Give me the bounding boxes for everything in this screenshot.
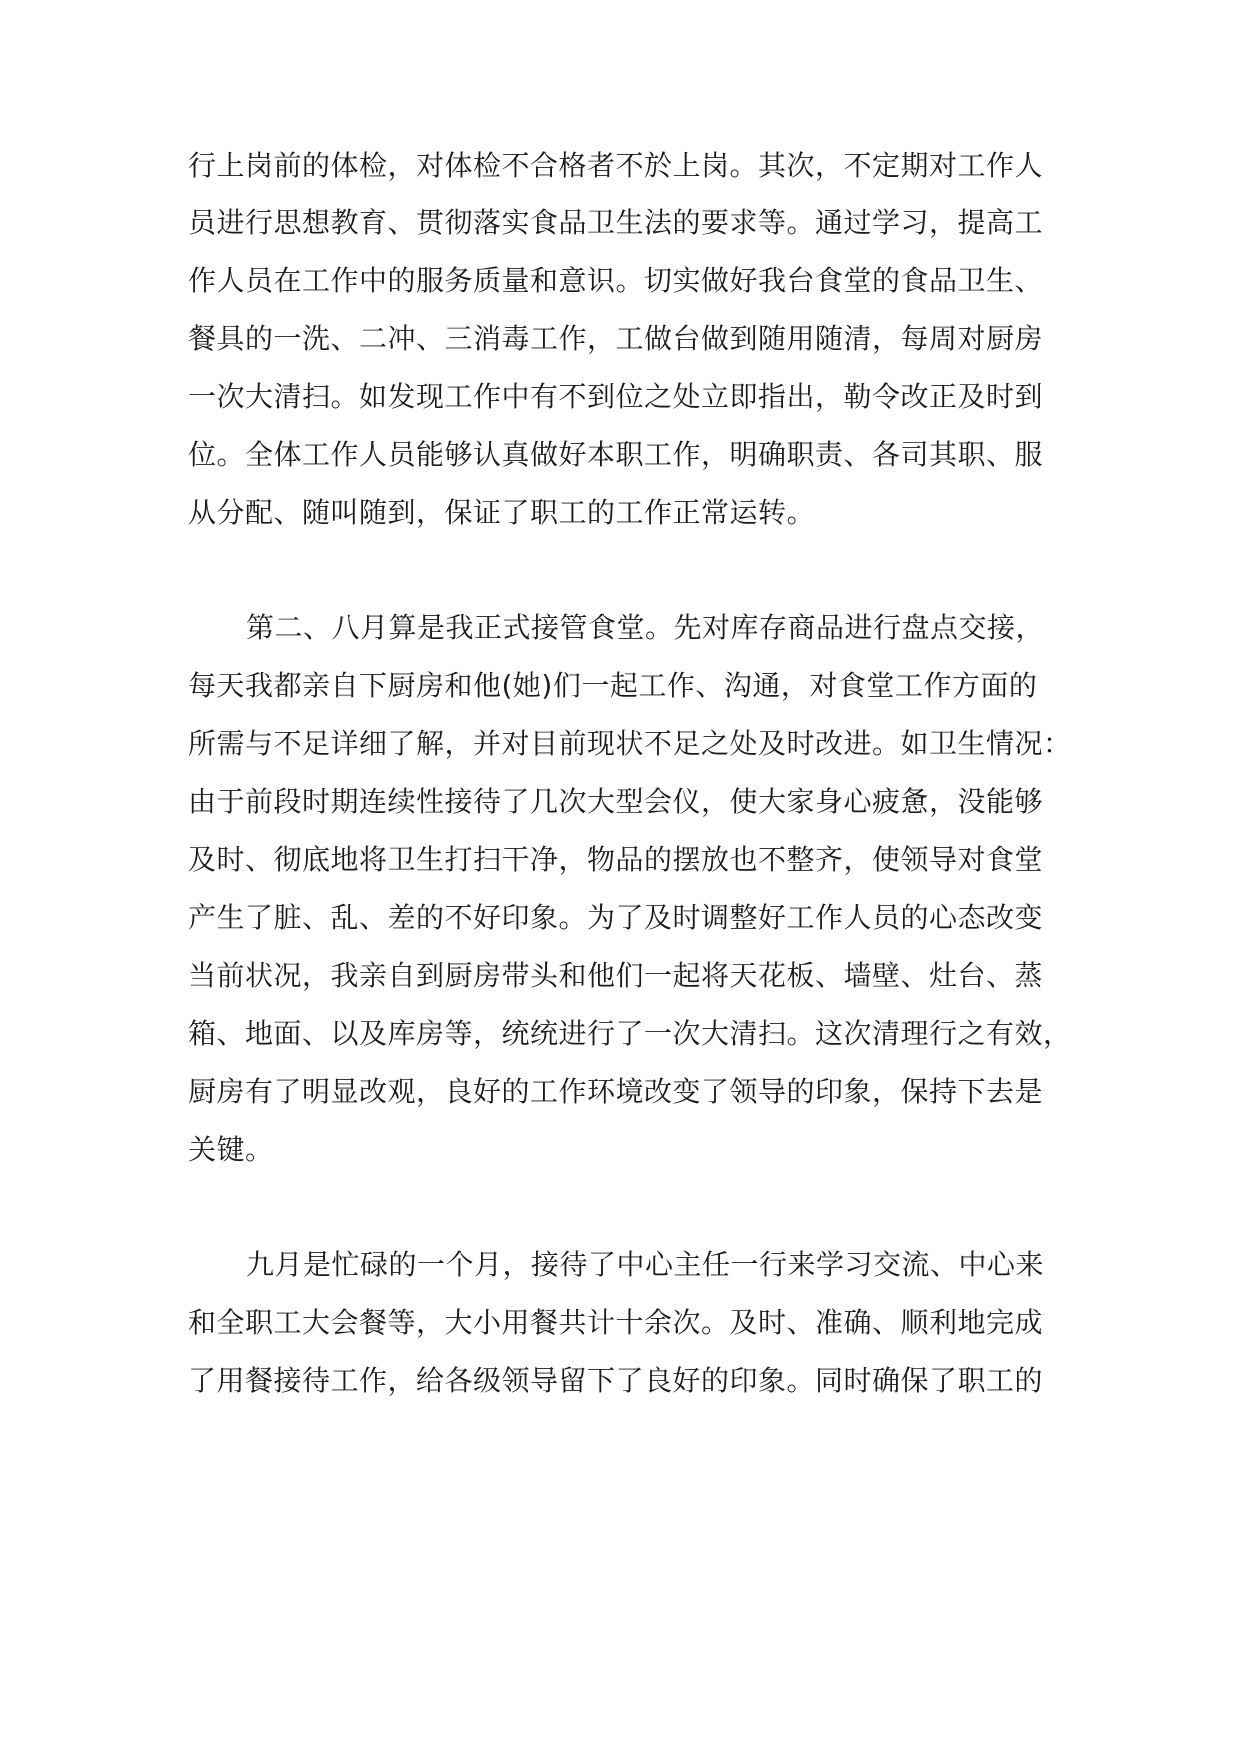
text-line: 员进行思想教育、贯彻落实食品卫生法的要求等。通过学习，提高工: [188, 206, 1044, 239]
text-line: 所需与不足详细了解，并对目前现状不足之处及时改进。如卫生情况：: [188, 727, 1072, 760]
text-line: 关键。: [188, 1133, 274, 1166]
text-line: 产生了脏、乱、差的不好印象。为了及时调整好工作人员的心态改变: [188, 901, 1044, 934]
text-line: 箱、地面、以及库房等，统统进行了一次大清扫。这次清理行之有效，: [188, 1017, 1072, 1050]
text-line: 每天我都亲自下厨房和他(她)们一起工作、沟通，对食堂工作方面的: [188, 669, 1038, 702]
text-line: 及时、彻底地将卫生打扫干净，物品的摆放也不整齐，使领导对食堂: [188, 843, 1044, 876]
text-line: 从分配、随叫随到，保证了职工的工作正常运转。: [188, 496, 816, 529]
text-line: 当前状况，我亲自到厨房带头和他们一起将天花板、墙壁、灶台、蒸: [188, 959, 1044, 992]
text-line: 位。全体工作人员能够认真做好本职工作，明确职责、各司其职、服: [188, 438, 1044, 471]
text-line: 厨房有了明显改观，良好的工作环境改变了领导的印象，保持下去是: [188, 1075, 1044, 1108]
text-line: 和全职工大会餐等，大小用餐共计十余次。及时、准确、顺利地完成: [188, 1306, 1044, 1339]
text-line: 由于前段时期连续性接待了几次大型会仪，使大家身心疲惫，没能够: [188, 785, 1044, 818]
text-line: 第二、八月算是我正式接管食堂。先对库存商品进行盘点交接，: [246, 611, 1045, 644]
text-line: 作人员在工作中的服务质量和意识。切实做好我台食堂的食品卫生、: [188, 264, 1044, 297]
text-line: 餐具的一洗、二冲、三消毒工作，工做台做到随用随清，每周对厨房: [188, 322, 1044, 355]
text-line: 九月是忙碌的一个月，接待了中心主任一行来学习交流、中心来: [246, 1248, 1045, 1281]
text-line: 行上岗前的体检，对体检不合格者不於上岗。其次，不定期对工作人: [188, 149, 1044, 182]
text-line: 一次大清扫。如发现工作中有不到位之处立即指出，勒令改正及时到: [188, 380, 1044, 413]
text-line: 了用餐接待工作，给各级领导留下了良好的印象。同时确保了职工的: [188, 1364, 1044, 1397]
